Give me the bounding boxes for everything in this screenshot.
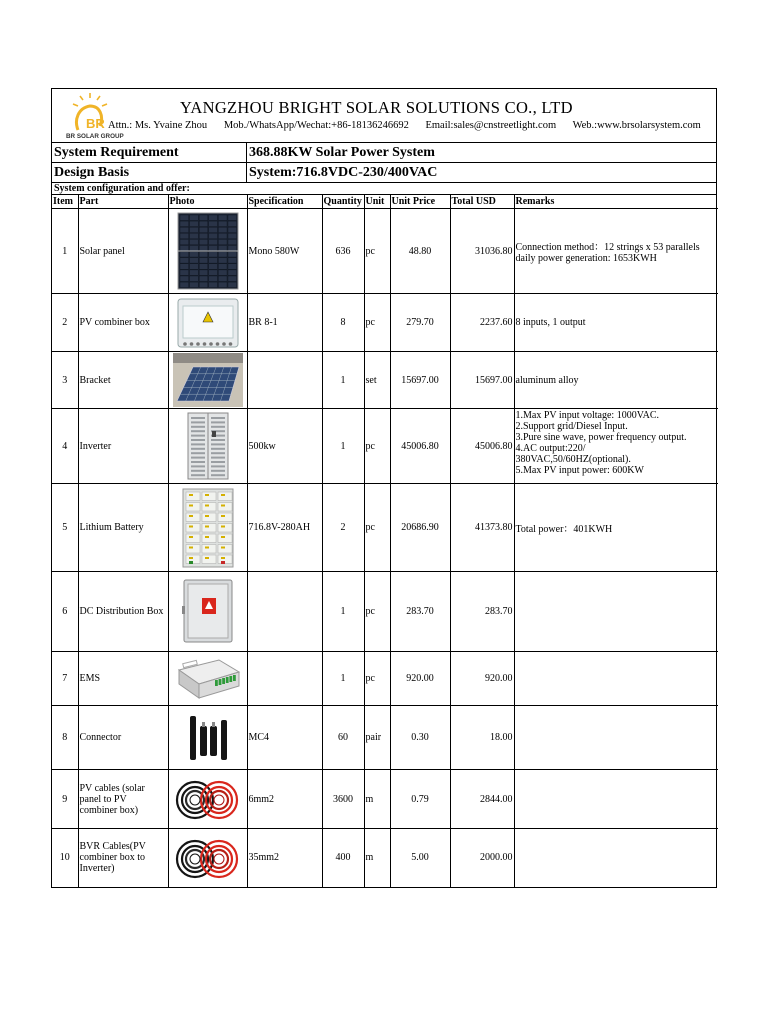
- ems-photo: [168, 652, 247, 706]
- bracket-photo-icon: [173, 353, 243, 407]
- requirement-value: 368.88KW Solar Power System: [249, 145, 435, 160]
- item-number: 6: [52, 572, 78, 652]
- remarks: [514, 352, 718, 409]
- part-name: Solar panel: [78, 209, 168, 294]
- remarks: [514, 409, 718, 484]
- quantity: 1: [322, 352, 364, 409]
- remark-line: daily power generation: 1653KWH: [515, 253, 657, 264]
- remarks: [514, 706, 718, 770]
- unit-price: 48.80: [390, 209, 450, 294]
- cable-photo: [168, 829, 247, 887]
- remark-line: 8 inputs, 1 output: [515, 317, 586, 328]
- remarks: [514, 652, 718, 706]
- battery-photo: [168, 484, 247, 572]
- specification: 716.8V-280AH: [247, 484, 322, 572]
- combiner-box-photo-icon: [175, 296, 241, 350]
- remark-line: 4.AC output:220/: [515, 443, 586, 454]
- unit: pc: [364, 409, 390, 484]
- item-number: 2: [52, 294, 78, 352]
- col-total: Total USD: [450, 195, 514, 209]
- unit-price: 45006.80: [390, 409, 450, 484]
- unit: set: [364, 352, 390, 409]
- unit: pair: [364, 706, 390, 770]
- inverter-photo: [168, 409, 247, 484]
- quantity: 1: [322, 652, 364, 706]
- remark-line: 380VAC,50/60HZ(optional).: [515, 454, 631, 465]
- cable-photo-icon: [173, 833, 243, 883]
- table-header-row: [52, 195, 718, 209]
- web-link[interactable]: Web.:www.brsolarsystem.com: [572, 120, 701, 131]
- total-usd: 2844.00: [450, 770, 514, 829]
- col-remarks: Remarks: [514, 195, 718, 209]
- quantity: 60: [322, 706, 364, 770]
- attn-text: Attn.: Ms. Yvaine Zhou: [108, 120, 208, 131]
- total-usd: 45006.80: [450, 409, 514, 484]
- total-usd: 15697.00: [450, 352, 514, 409]
- item-number: 5: [52, 484, 78, 572]
- specification: [247, 352, 322, 409]
- unit-price: 920.00: [390, 652, 450, 706]
- connector-photo-icon: [180, 712, 236, 764]
- unit-price: 0.30: [390, 706, 450, 770]
- remark-line: Total power：401KWH: [515, 524, 613, 535]
- item-number: 1: [52, 209, 78, 294]
- inverter-photo-icon: [182, 411, 234, 481]
- table-row: [52, 572, 718, 652]
- basis-label: Design Basis: [52, 163, 247, 182]
- col-photo: Photo: [168, 195, 247, 209]
- remark-line: 3.Pure sine wave, power frequency output.: [515, 432, 687, 443]
- distribution-box-photo-icon: [180, 576, 236, 648]
- col-unit: Unit: [364, 195, 390, 209]
- requirement-label: System Requirement: [52, 143, 247, 162]
- table-row: [52, 706, 718, 770]
- remarks: [514, 829, 718, 887]
- solar-panel-photo-icon: [177, 212, 239, 290]
- table-row: [52, 352, 718, 409]
- col-spec: Specification: [247, 195, 322, 209]
- part-name: BVR Cables(PV combiner box to Inverter): [78, 829, 168, 887]
- table-row: [52, 294, 718, 352]
- total-usd: 2000.00: [450, 829, 514, 887]
- distribution-box-photo: [168, 572, 247, 652]
- cable-photo: [168, 770, 247, 829]
- item-number: 10: [52, 829, 78, 887]
- unit: m: [364, 829, 390, 887]
- unit-price: 283.70: [390, 572, 450, 652]
- part-name: PV cables (solar panel to PV combiner box): [78, 770, 168, 829]
- specification: [247, 572, 322, 652]
- item-number: 9: [52, 770, 78, 829]
- unit: pc: [364, 209, 390, 294]
- unit-price: 0.79: [390, 770, 450, 829]
- phone-text: Mob./WhatsApp/Wechat:+86-18136246692: [223, 120, 409, 131]
- solar-panel-photo: [168, 209, 247, 294]
- design-basis-row: [52, 163, 716, 183]
- part-name: EMS: [78, 652, 168, 706]
- svg-text:BR SOLAR GROUP: BR SOLAR GROUP: [66, 133, 124, 140]
- remarks: [514, 572, 718, 652]
- bracket-photo: [168, 352, 247, 409]
- remarks: [514, 294, 718, 352]
- col-quantity: Quantity: [322, 195, 364, 209]
- combiner-box-photo: [168, 294, 247, 352]
- specification: MC4: [247, 706, 322, 770]
- table-row: [52, 409, 718, 484]
- table-row: [52, 209, 718, 294]
- part-name: Bracket: [78, 352, 168, 409]
- offer-table: [52, 195, 718, 887]
- specification: 6mm2: [247, 770, 322, 829]
- company-header: [52, 89, 716, 143]
- part-name: PV combiner box: [78, 294, 168, 352]
- quantity: 3600: [322, 770, 364, 829]
- part-name: Connector: [78, 706, 168, 770]
- svg-text:BR: BR: [86, 116, 105, 131]
- specification: 500kw: [247, 409, 322, 484]
- unit: pc: [364, 652, 390, 706]
- item-number: 3: [52, 352, 78, 409]
- quantity: 400: [322, 829, 364, 887]
- part-name: DC Distribution Box: [78, 572, 168, 652]
- quantity: 8: [322, 294, 364, 352]
- remark-line: 1.Max PV input voltage: 1000VAC.: [515, 410, 660, 421]
- specification: [247, 652, 322, 706]
- system-requirement-row: [52, 143, 716, 163]
- total-usd: 31036.80: [450, 209, 514, 294]
- item-number: 4: [52, 409, 78, 484]
- remarks: [514, 770, 718, 829]
- unit: pc: [364, 294, 390, 352]
- quantity: 2: [322, 484, 364, 572]
- remarks: [514, 209, 718, 294]
- cable-photo-icon: [173, 774, 243, 824]
- quantity: 1: [322, 572, 364, 652]
- specification: 35mm2: [247, 829, 322, 887]
- quotation-sheet: [51, 88, 717, 888]
- unit: m: [364, 770, 390, 829]
- unit-price: 20686.90: [390, 484, 450, 572]
- remark-line: 5.Max PV input power: 600KW: [515, 465, 644, 476]
- battery-photo-icon: [181, 487, 235, 569]
- total-usd: 41373.80: [450, 484, 514, 572]
- remark-line: aluminum alloy: [515, 374, 579, 386]
- unit-price: 279.70: [390, 294, 450, 352]
- table-row: [52, 652, 718, 706]
- part-name: Inverter: [78, 409, 168, 484]
- basis-value: System:716.8VDC-230/400VAC: [249, 165, 438, 180]
- email-link[interactable]: Email:sales@cnstreetlight.com: [425, 120, 557, 131]
- unit: pc: [364, 572, 390, 652]
- quantity: 1: [322, 409, 364, 484]
- total-usd: 283.70: [450, 572, 514, 652]
- unit-price: 5.00: [390, 829, 450, 887]
- company-logo-icon: [64, 92, 124, 140]
- part-name: Lithium Battery: [78, 484, 168, 572]
- col-item: Item: [52, 195, 78, 209]
- remark-line: Connection method：12 strings x 53 parallels: [515, 242, 700, 253]
- unit-price: 15697.00: [390, 352, 450, 409]
- total-usd: 920.00: [450, 652, 514, 706]
- quantity: 636: [322, 209, 364, 294]
- total-usd: 2237.60: [450, 294, 514, 352]
- remark-line: 2.Support grid/Diesel Input.: [515, 421, 628, 432]
- table-row: [52, 770, 718, 829]
- company-name: YANGZHOU BRIGHT SOLAR SOLUTIONS CO., LTD: [180, 98, 573, 117]
- total-usd: 18.00: [450, 706, 514, 770]
- item-number: 7: [52, 652, 78, 706]
- table-row: [52, 484, 718, 572]
- table-row: [52, 829, 718, 887]
- connector-photo: [168, 706, 247, 770]
- remarks: [514, 484, 718, 572]
- unit: pc: [364, 484, 390, 572]
- contact-line: [108, 120, 715, 131]
- specification: BR 8-1: [247, 294, 322, 352]
- col-unit-price: Unit Price: [390, 195, 450, 209]
- ems-photo-icon: [173, 654, 243, 704]
- item-number: 8: [52, 706, 78, 770]
- config-label: System configuration and offer:: [52, 183, 716, 195]
- col-part: Part: [78, 195, 168, 209]
- specification: Mono 580W: [247, 209, 322, 294]
